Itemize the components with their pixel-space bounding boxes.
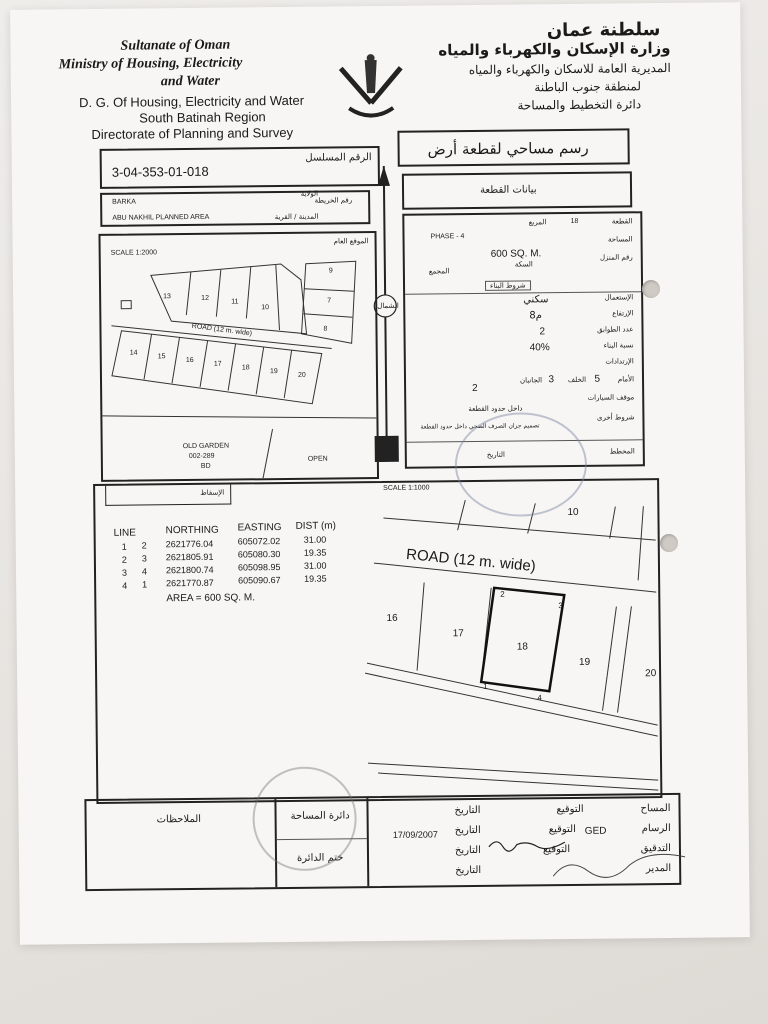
signature-label: التوقيع (548, 823, 576, 836)
row-dist: 19.35 (304, 573, 327, 584)
wilayat-label: الولاية (300, 189, 319, 198)
lot-label: 20 (297, 371, 306, 379)
row-from: 2 (121, 554, 127, 565)
sides-label: الجانبان (519, 376, 543, 385)
projection-scale: SCALE 1:1000 (383, 484, 430, 492)
back-value: 3 (548, 374, 555, 386)
area-name-value: ABU NAKHIL PLANNED AREA (112, 213, 210, 222)
header-ar-ministry: وزارة الإسكان والكهرباء والمياه (438, 38, 671, 60)
corner-label: 1 (483, 681, 488, 691)
row-northing: 2621776.04 (165, 538, 214, 550)
house-no-label: رقم المنزل (599, 253, 633, 262)
planner-label: المخطط (609, 447, 635, 456)
corner-label: 3 (558, 601, 563, 611)
row-easting: 605072.02 (237, 536, 281, 547)
plot-label: القطعة (611, 217, 633, 226)
usage-value: سكني (523, 294, 549, 306)
row-northing: 2621805.91 (165, 551, 214, 563)
row-dist: 31.00 (303, 534, 327, 545)
lot-label: 18 (241, 364, 250, 372)
map-number-label: رقم الخريطة (314, 196, 353, 205)
plot-data-heading-box (402, 171, 632, 209)
table-header-northing: NORTHING (165, 524, 219, 537)
header-directorate: Directorate of Planning and Survey (91, 124, 294, 143)
area-label: المساحة (607, 235, 633, 244)
garden-number: 002-289 (188, 452, 215, 461)
surveyor-label: المساح (640, 802, 671, 815)
lot-label: 16 (185, 356, 194, 365)
date-label: التاريخ (454, 844, 481, 857)
plot-number: 18 (570, 217, 579, 225)
document-title: رسم مساحي لقطعة أرض (427, 138, 589, 159)
row-to: 3 (141, 553, 147, 564)
serial-number: 3-04-353-01-018 (111, 163, 209, 180)
lot-label: 13 (163, 293, 171, 301)
survey-document (10, 2, 750, 945)
checker-label: التدقيق (640, 842, 672, 855)
location-map-title: الموقع العام (333, 237, 369, 246)
date-label: التاريخ (454, 824, 481, 837)
row-from: 4 (122, 580, 128, 591)
height-value: 8م (529, 310, 542, 322)
department-seal-label: ختم الدائرة (296, 852, 344, 864)
row-dist: 31.00 (303, 560, 327, 571)
location-road-label: ROAD (12 m. wide) (191, 322, 253, 338)
date-label: التاريخ (455, 864, 482, 877)
row-dist: 19.35 (303, 547, 327, 558)
location-map-scale: SCALE 1:2000 (110, 249, 158, 257)
lot-label: 20 (645, 668, 657, 680)
row-from: 1 (121, 541, 127, 552)
signature-label: التوقيع (542, 844, 571, 856)
table-header-easting: EASTING (237, 522, 282, 534)
location-map-drawing (100, 233, 377, 480)
lot-label: 9 (328, 267, 333, 275)
header-ministry: Ministry of Housing, Electricity (58, 55, 243, 73)
parking-value: داخل حدود القطعة (468, 404, 523, 414)
row-easting: 605080.30 (237, 549, 281, 560)
oman-emblem-icon (331, 48, 412, 124)
setbacks-label: الإرتدادات (605, 357, 634, 366)
lot-label: 10 (567, 506, 579, 519)
projection-title: الإسقاط (200, 488, 225, 497)
footer-divider-2 (366, 798, 369, 886)
parking-label: موقف السيارات (587, 393, 635, 402)
table-header-dist: DIST (m) (295, 520, 336, 532)
garden-code: BD (200, 462, 211, 470)
complex-label: المجمع (428, 267, 450, 276)
floors-label: عدد الطوابق (597, 325, 634, 334)
header-ar-dg: المديرية العامة للاسكان والكهرباء والمياه (468, 60, 671, 78)
official-stamp (252, 766, 357, 871)
row-to: 4 (141, 566, 148, 577)
lot-label: 17 (452, 628, 464, 640)
row-northing: 2621800.74 (165, 564, 214, 576)
row-easting: 605090.67 (238, 575, 281, 586)
signature-label: التوقيع (556, 803, 584, 816)
row-easting: 605098.95 (237, 562, 281, 573)
old-garden-label: OLD GARDEN (182, 442, 230, 451)
table-header-line: LINE (113, 527, 136, 539)
front-value: 5 (594, 373, 601, 385)
punch-hole (642, 280, 660, 298)
drafter-label: الرسام (641, 822, 671, 835)
block-label: المربع (528, 218, 547, 227)
sikka-label: السكة (514, 260, 533, 269)
plot-data-heading: بيانات القطعة (479, 184, 537, 196)
back-label: الخلف (567, 375, 587, 385)
sides-value: 2 (472, 382, 478, 395)
row-to: 2 (141, 540, 147, 551)
lot-label: 10 (261, 304, 270, 312)
lot-label: 12 (201, 294, 209, 302)
header-region: South Batinah Region (139, 109, 266, 126)
total-area: AREA = 600 SQ. M. (166, 592, 256, 605)
ratio-value: 40% (529, 342, 550, 354)
lot-label: 19 (578, 656, 591, 668)
row-northing: 2621770.87 (166, 577, 214, 589)
date-label: التاريخ (454, 804, 481, 817)
phase-value: PHASE - 4 (430, 233, 465, 241)
drafter-name: GED (584, 825, 607, 837)
header-ar-sultanate: سلطنة عمان (546, 19, 661, 42)
projection-drawing (95, 480, 660, 802)
header-water: and Water (160, 73, 220, 90)
corner-label: 2 (500, 589, 505, 599)
lot-label: 8 (323, 325, 328, 333)
location-info-box (100, 190, 370, 227)
row-from: 3 (121, 567, 128, 578)
lot-label: 16 (386, 612, 398, 624)
header-dg: D. G. Of Housing, Electricity and Water (79, 92, 305, 111)
height-label: الإرتفاع (612, 309, 634, 318)
ratio-label: نسبة البناء (603, 341, 634, 350)
corner-label: 4 (537, 693, 542, 703)
drafted-date: 17/09/2007 (392, 829, 438, 840)
lot-label: 18 (516, 641, 529, 653)
survey-dept-stamp: دائرة المساحة (290, 810, 350, 822)
lot-label: 19 (269, 368, 278, 376)
header-ar-directorate: دائرة التخطيط والمساحة (517, 97, 642, 113)
conditions-label: شروط البناء (485, 280, 531, 290)
title-box (397, 128, 629, 166)
other-value: تصميم جزان الصرف الصحي داخل حدود القطعة (420, 422, 540, 431)
header-sultanate: Sultanate of Oman (120, 37, 231, 54)
location-map-panel (98, 231, 379, 482)
lot-label: 15 (157, 353, 166, 361)
floors-value: 2 (539, 326, 546, 338)
lot-label: 14 (129, 349, 138, 357)
open-label: OPEN (307, 455, 328, 463)
punch-hole (660, 534, 678, 552)
projection-road-label: ROAD (12 m. wide) (405, 545, 537, 576)
notes-label: الملاحظات (156, 813, 202, 826)
lot-label: 17 (213, 360, 222, 368)
planner-date-label: التاريخ (486, 450, 506, 459)
area-value: 600 SQ. M. (490, 248, 542, 260)
footer-panel (84, 793, 681, 891)
serial-box (100, 146, 380, 189)
lot-label: 7 (327, 297, 332, 305)
wilayat-value: BARKA (112, 198, 136, 206)
signature-scribble (549, 842, 689, 886)
serial-label: الرقم المسلسل (305, 152, 372, 164)
usage-label: الإستعمال (604, 293, 634, 302)
lot-label: 11 (231, 298, 239, 306)
north-label: الشمال (377, 301, 399, 311)
header-ar-region: لمنطقة جنوب الباطنة (534, 79, 642, 95)
projection-panel (93, 478, 662, 804)
row-to: 1 (142, 579, 148, 590)
other-label: شروط أخرى (596, 413, 635, 422)
city-label: المدينة / القرية (274, 212, 319, 222)
director-label: المدير (645, 862, 672, 875)
front-label: الأمام (617, 375, 635, 384)
